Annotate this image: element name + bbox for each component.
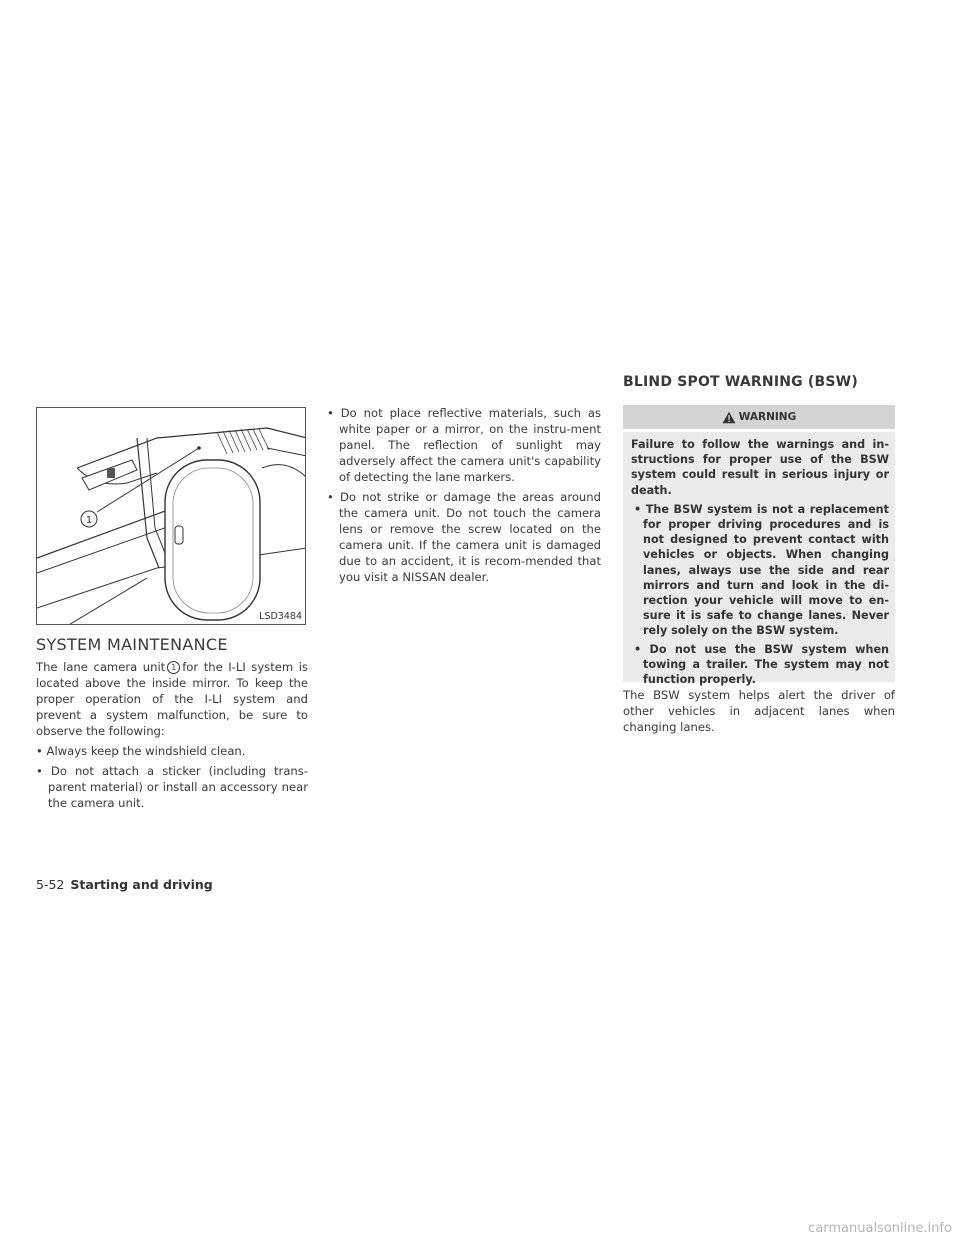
list-item: • Do not strike or damage the areas around the camera unit. Do not touch the camera lens or remove the screw located on the camera unit. If the camera unit is damaged due to an accident, it is recom-mended that you visit a NISSAN dealer. xyxy=(327,490,601,584)
warning-item: • Do not use the BSW system when towing a trailer. The system may not function properly. xyxy=(634,642,889,687)
watermark: carmanualsonline.info xyxy=(808,1221,952,1236)
camera-illustration xyxy=(37,408,306,625)
warning-header xyxy=(623,405,895,429)
list-item: • Do not place reflective materials, such as white paper or a mirror, on the instru-ment panel. The reflection of sunlight may adversely affect the camera unit's capability of detecting the lane markers. xyxy=(327,406,601,484)
middle-column xyxy=(327,405,601,589)
intro-paragraph xyxy=(36,659,308,739)
warning-body xyxy=(623,432,895,687)
bsw-description: The BSW system helps alert the driver of other vehicles in adjacent lanes when changing lanes. xyxy=(623,688,895,734)
warning-triangle-icon xyxy=(722,411,736,424)
list-item: • Always keep the windshield clean. xyxy=(36,744,246,758)
warning-intro: Failure to follow the warnings and in-structions for proper use of the BSW system could result in serious injury or death. xyxy=(631,438,889,497)
bsw-heading: BLIND SPOT WARNING (BSW) xyxy=(623,374,858,390)
warning-item: • The BSW system is not a replacement for proper driving procedures and is not designed to prevent contact with vehicles or objects. When changing lanes, always use the side and rear mirrors and turn and look in the di-rection your vehicle will move to en-sure it is safe to change lanes. Never rely solely on the BSW system. xyxy=(634,502,889,638)
section-title: SYSTEM MAINTENANCE xyxy=(36,635,228,654)
callout-badge: 1 xyxy=(167,661,180,674)
warning-label: WARNING xyxy=(738,411,797,423)
right-column xyxy=(623,687,895,739)
intro-text-a: The lane camera unit xyxy=(36,660,166,674)
figure-callout: 1 xyxy=(85,515,93,526)
left-column xyxy=(36,659,308,815)
intro-text-b: for the I-LI system is located above the inside mirror. To keep the proper operation of the I-LI system and prevent a system malfunction, be sure to observe the following: xyxy=(36,660,308,738)
page-footer xyxy=(36,877,213,892)
page-number: 5-52 xyxy=(36,877,65,892)
figure-id: LSD3484 xyxy=(259,611,302,622)
chapter-title: Starting and driving xyxy=(70,877,213,892)
camera-unit-figure xyxy=(36,407,306,625)
list-item: • Do not attach a sticker (including trans-parent material) or install an accessory near the camera unit. xyxy=(36,764,308,810)
